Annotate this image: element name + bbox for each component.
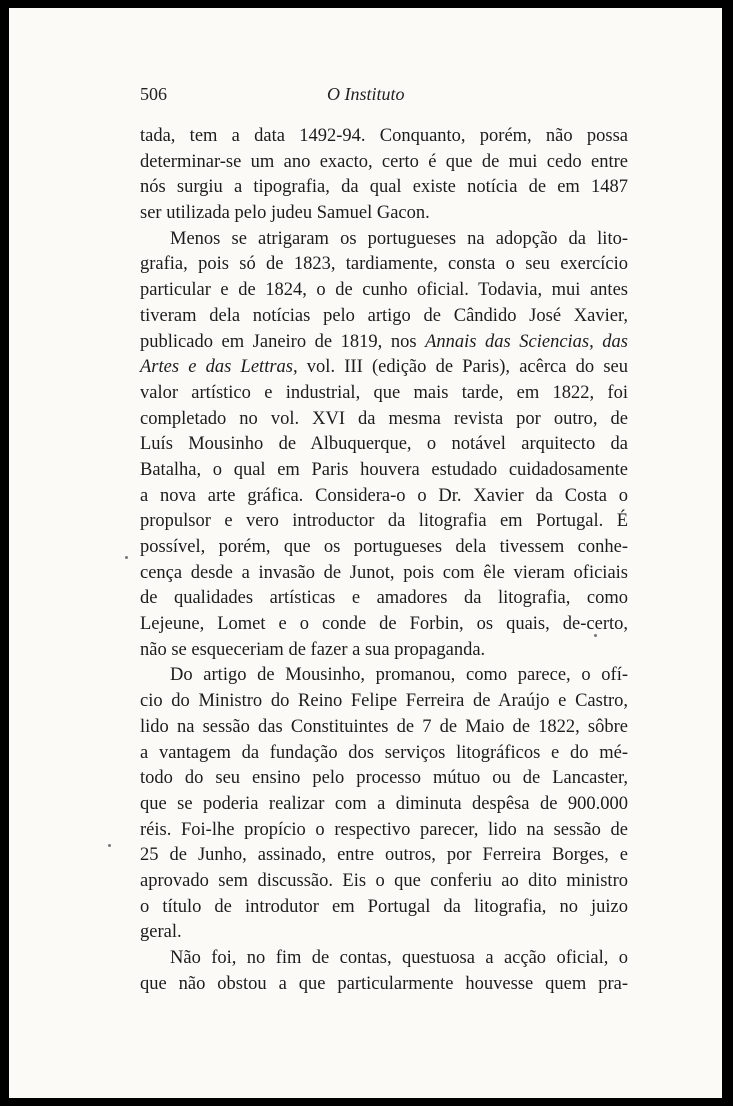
text-line: Luís Mousinho de Albuquerque, o notável arquitecto da [140,434,628,455]
text-line: tiveram dela notícias pelo artigo de Cândido José Xavier, [140,305,628,326]
text-line: aprovado sem discussão. Eis o que conferiu ao dito ministro [140,870,628,891]
page-number: 506 [140,84,167,104]
text-line: nós surgiu a tipografia, da qual existe notícia de em 1487 [140,177,628,198]
text-line: Não foi, no fim de contas, questuosa a acção oficial, o [170,948,628,968]
paragraph-3 [140,663,628,946]
text-line: Do artigo de Mousinho, promanou, como parece, o ofí- [170,665,628,686]
speck-mark [594,634,597,637]
journal-title-part-2: Artes e das Lettras, [140,357,298,378]
text-line: de qualidades artísticas e amadores da litografia, como [140,588,628,609]
text-line: propulsor e vero introductor da litografia em Portugal. É [140,511,628,532]
speck-mark [108,844,111,847]
text-line: tada, tem a data 1492-94. Conquanto, porém, não possa [140,126,628,146]
paragraph-1 [140,124,628,227]
text-line: Lejeune, Lomet e o conde de Forbin, os quais, de-certo, [140,614,628,635]
text-line: geral. [140,922,182,943]
running-title: O Instituto [327,84,405,104]
text-line: particular e de 1824, o de cunho oficial. Todavia, mui antes [140,280,628,301]
journal-title-part-1: Annais das Sciencias, das [425,331,629,352]
text-line: réis. Foi-lhe propício o respectivo parecer, lido na sessão de [140,819,628,840]
text-line [140,355,628,381]
text-line: a vantagem da fundação dos serviços litográficos e do mé- [140,742,628,763]
text-line: Batalha, o qual em Paris houvera estudado cuidadosamente [140,459,628,480]
speck-mark [125,556,128,559]
text-line: grafia, pois só de 1823, tardiamente, consta o seu exercício [140,254,628,275]
text-line: valor artístico e industrial, que mais tarde, em 1822, foi [140,382,628,403]
text-line: determinar-se um ano exacto, certo é que de mui cedo entre [140,151,628,172]
paragraph-4 [140,946,628,997]
text-line: cio do Ministro do Reino Felipe Ferreira de Araújo e Castro, [140,691,628,712]
page-header [140,84,620,114]
text-line: todo do seu ensino pelo processo mútuo ou de Lancaster, [140,768,628,789]
text-line-start: publicado em Janeiro de 1819, nos [140,331,426,352]
text-line-rest: vol. III (edição de Paris), acêrca do seu [297,357,628,378]
text-line: o título de introdutor em Portugal da litografia, no juizo [140,896,628,917]
paragraph-2 [140,227,628,664]
text-line: lido na sessão das Constituintes de 7 de Maio de 1822, sôbre [140,716,628,737]
text-line: 25 de Junho, assinado, entre outros, por Ferreira Borges, e [140,845,628,866]
text-line: cença desde a invasão de Junot, pois com êle vieram oficiais [140,562,628,583]
text-line: que não obstou a que particularmente houvesse quem pra- [140,973,628,994]
body-text [140,124,628,997]
text-line: não se esqueceriam de fazer a sua propaganda. [140,639,486,660]
text-line [140,330,628,356]
text-line: completado no vol. XVI da mesma revista por outro, de [140,408,628,429]
text-line: ser utilizada pelo judeu Samuel Gacon. [140,203,430,224]
text-line: a nova arte gráfica. Considera-o o Dr. Xavier da Costa o [140,485,628,506]
text-line: Menos se atrigaram os portugueses na adopção da lito- [170,228,628,249]
text-line: que se poderia realizar com a diminuta despêsa de 900.000 [140,793,628,814]
text-line: possível, porém, que os portugueses dela tivessem conhe- [140,537,628,557]
